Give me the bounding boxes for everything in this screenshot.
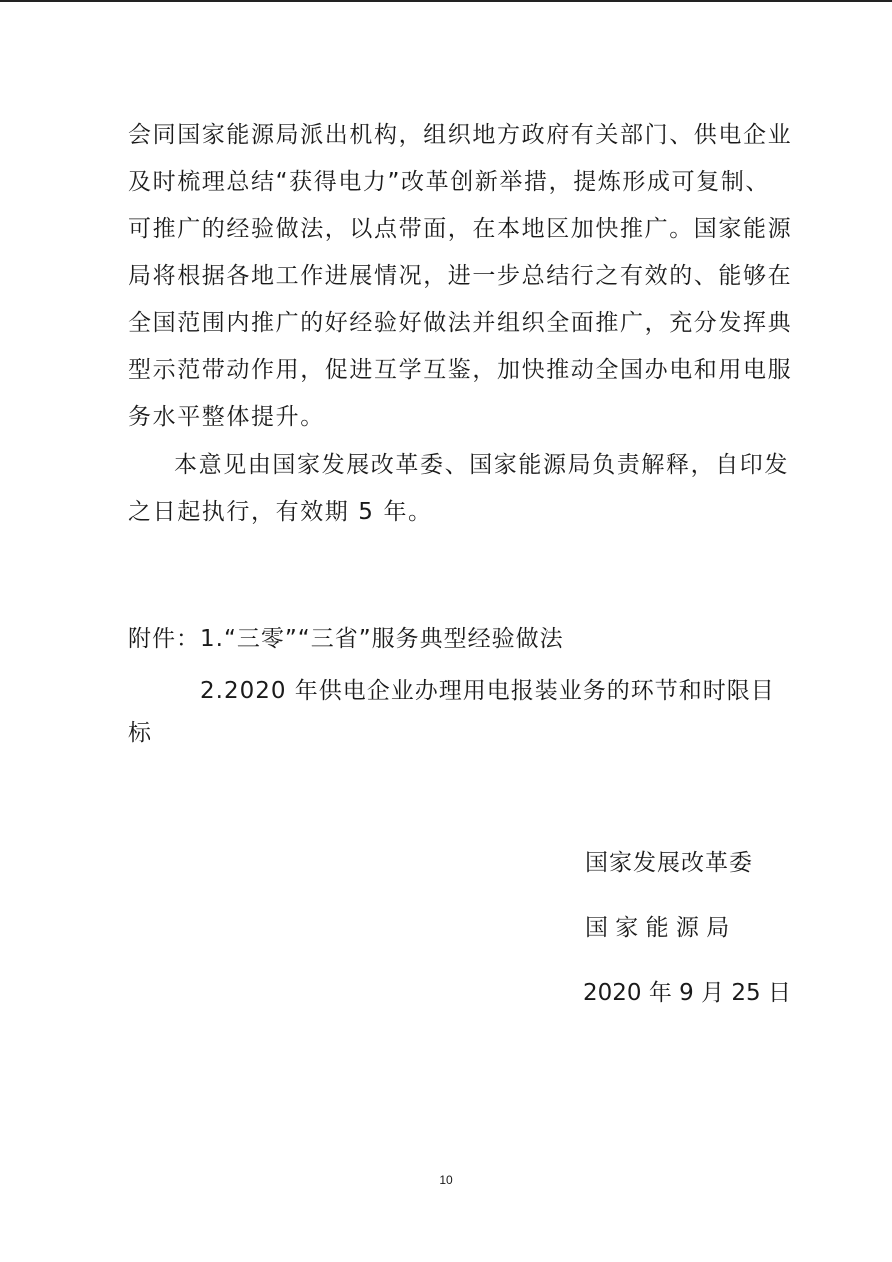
attachment-item-2-continued: 标: [128, 720, 151, 746]
paragraph-line: 全国范围内推广的好经验好做法并组织全面推广，充分发挥典: [128, 310, 793, 336]
attachment-item-1: 附件：1.“三零”“三省”服务典型经验做法: [128, 626, 564, 652]
page-number: 10: [439, 1173, 453, 1187]
issuing-org-ndrc: 国家发展改革委: [585, 850, 753, 876]
paragraph-line: 可推广的经验做法，以点带面，在本地区加快推广。国家能源: [128, 216, 793, 242]
paragraph-line: 之日起执行，有效期 5 年。: [128, 499, 433, 525]
attachment-item-2: 2.2020 年供电企业办理用电报装业务的环节和时限目: [200, 678, 775, 704]
paragraph-line: 局将根据各地工作进展情况，进一步总结行之有效的、能够在: [128, 263, 793, 289]
issue-date: 2020 年 9 月 25 日: [583, 980, 791, 1006]
page-top-border: [0, 0, 892, 2]
paragraph-line: 本意见由国家发展改革委、国家能源局负责解释，自印发: [174, 452, 789, 478]
issuing-org-nea: 国 家 能 源 局: [585, 915, 730, 941]
paragraph-line: 型示范带动作用，促进互学互鉴，加快推动全国办电和用电服: [128, 357, 793, 383]
paragraph-line: 会同国家能源局派出机构，组织地方政府有关部门、供电企业: [128, 122, 793, 148]
paragraph-line: 务水平整体提升。: [128, 404, 325, 430]
paragraph-line: 及时梳理总结“获得电力”改革创新举措，提炼形成可复制、: [128, 169, 771, 195]
